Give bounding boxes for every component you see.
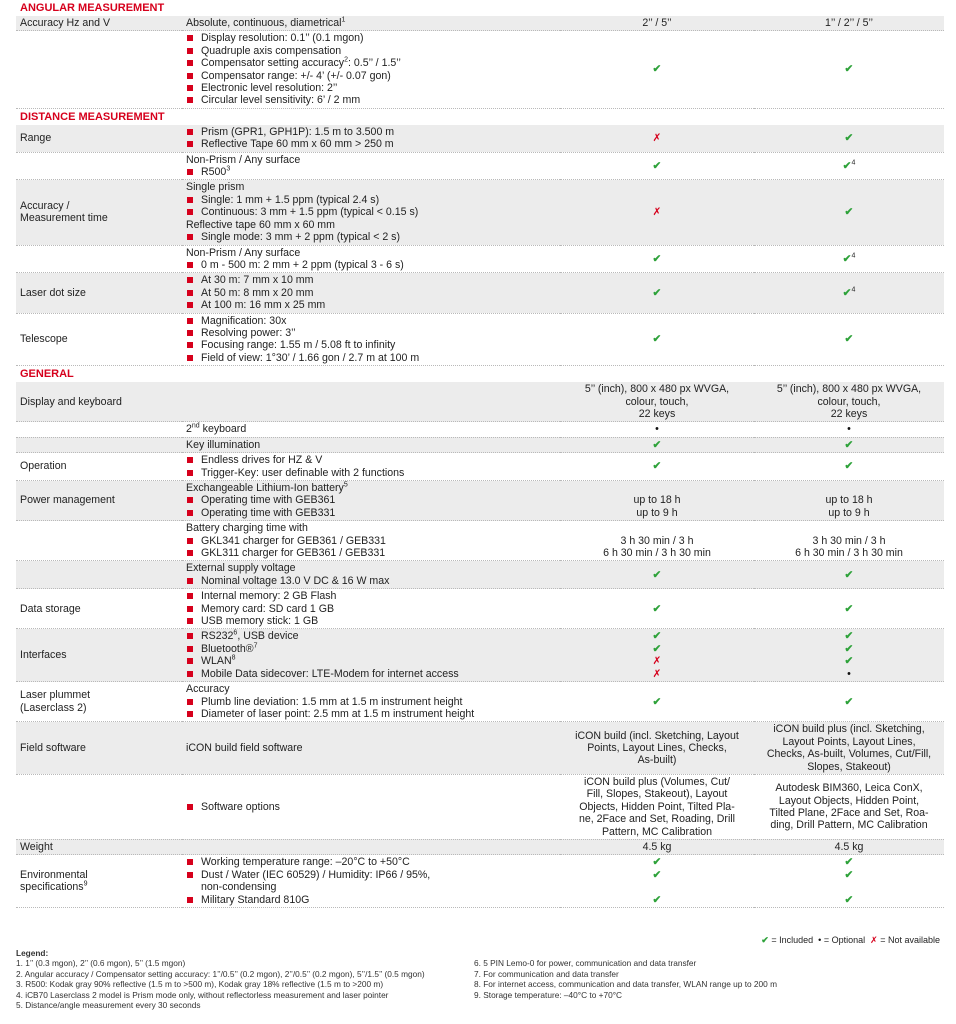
check-icon: ✔ [652,856,662,869]
check-icon: ✔ [652,63,662,76]
list-item: Operating time with GEB331 [186,507,556,519]
table-row: Environmental specifications$^9$ Working temperature range: –20°C to +50°C Dust / Water (IEC 60529) / Humidity: IP66 / 95%, non-condensing Military Standard 810G ✔ ✔ ✔ ✔ ✔ ✔ [16,855,944,908]
table-row: Laser plummet (Laserclass 2) Accuracy Plumb line deviation: 1.5 mm at 1.5 m instrument height Diameter of laser point: 2.5 mm at 1.5 m instrument height ✔ ✔ [16,682,944,722]
check-icon: ✔ [844,655,854,668]
group-heading: Battery charging time with [186,522,308,535]
check-icon: ✔ [652,630,662,643]
table-row: Key illumination ✔ ✔ [16,437,944,452]
footnote: 1. 1’’ (0.3 mgon), 2’’ (0.6 mgon), 5’’ (1.5 mgon) [16,958,186,968]
list-item: Display resolution: 0.1’’ (0.1 mgon) [186,32,556,44]
footnotes-right [474,958,934,1000]
list-item: Focusing range: 1.55 m / 5.08 ft to infinity [186,339,556,351]
row-label: Display and keyboard [16,382,182,422]
row-label: Accuracy Hz and V [16,16,182,31]
footnote: 8. For internet access, communication and data transfer, WLAN range up to 200 m [474,979,777,989]
list-item: Continuous: 3 mm + 1.5 ppm (typical < 0.15 s) [186,206,556,218]
list-item: Resolving power: 3’’ [186,327,556,339]
list-item: Plumb line deviation: 1.5 mm at 1.5 m instrument height [186,696,556,708]
table-row: Laser dot size At 30 m: 7 mm x 10 mm At 50 m: 8 mm x 20 mm At 100 m: 16 mm x 25 mm ✔ ✔$^4$ [16,273,944,313]
list-item: Internal memory: 2 GB Flash [186,590,556,602]
check-icon: ✔ [844,695,854,708]
table-row [16,125,944,152]
list-item: Dust / Water (IEC 60529) / Humidity: IP66 / 95%, [186,869,556,881]
check-icon: ✔ [844,868,854,881]
check-icon: ✔ [844,630,854,643]
row-label: Power management [16,481,182,521]
table-row: Accuracy Hz and V Absolute, continuous, diametrical$^1$ 2’’ / 5’’ 1’’ / 2’’ / 5’’ [16,16,944,31]
list-item: Magnification: 30x [186,315,556,327]
list-item: Memory card: SD card 1 GB [186,603,556,615]
distance-table [16,125,944,366]
table-row: 2nd keyboard • • [16,422,944,437]
check-icon: ✔ [652,893,662,906]
dot-icon: • [818,935,822,945]
cross-icon: ✗ [652,655,662,668]
list-item: Prism (GPR1, GPH1P): 1.5 m to 3.500 m [186,126,556,138]
list-item: Electronic level resolution: 2’’ [186,82,556,94]
row-label: Field software [16,722,182,775]
group-heading: Non-Prism / Any surface [186,153,301,166]
check-icon: ✔ [844,206,854,219]
check-icon: ✔ [652,642,662,655]
list-item: USB memory stick: 1 GB [186,615,556,627]
check-icon: ✔ [652,159,662,172]
check-icon: ✔ [842,286,852,299]
group-heading: Accuracy [186,683,230,696]
table-row [16,453,944,481]
list-item: Nominal voltage 13.0 V DC & 16 W max [186,575,556,587]
cross-icon: ✗ [652,132,662,145]
table-row: Non-Prism / Any surface 0 m - 500 m: 2 mm + 2 ppm (typical 3 - 6 s) ✔ ✔$^4$ [16,245,944,273]
table-row: Accuracy / Measurement time Single prism Single: 1 mm + 1.5 ppm (typical 2.4 s) Continuous: 3 mm + 1.5 ppm (typical < 0.15 s) Reflective tape 60 mm x 60 mm Single mode: 3 mm + 2 ppm (typical < 2 s) ✗ ✔ [16,180,944,245]
check-icon: ✔ [652,333,662,346]
table-row: Field software iCON build field software iCON build (incl. Sketching, Layout Points, Layout Lines, Checks, As-built) iCON build plus (incl. Sketching, Layout Points, Layout Lines, Checks, As-built, Volumes, Cut/Fill, Slopes, Stakeout) [16,722,944,775]
table-row [16,561,944,589]
row-label: Weight [16,839,182,854]
list-item: Trigger-Key: user definable with 2 functions [186,467,556,479]
row-label: Operation [16,453,182,481]
angular-table [16,16,944,109]
check-icon: ✔ [652,568,662,581]
section-title-distance: DISTANCE MEASUREMENT [20,110,165,123]
check-icon: ✔ [844,460,854,473]
check-icon: ✔ [844,438,854,451]
list-item: $R500^3$ [186,166,556,178]
check-icon: ✔ [844,568,854,581]
row-label: Laser plummet [20,689,91,702]
cross-icon: ✗ [652,667,662,680]
footnote: 9. Storage temperature: –40°C to +70°C [474,989,622,1000]
table-row: Software options iCON build plus (Volumes, Cut/ Fill, Slopes, Stakeout), Layout Objects, Hidden Point, Tilted Pla- ne, 2Face and Set, Roading, Drill Pattern, MC Calibration Autodesk BIM360, Leica ConX, Layout Objects, Hidden Point, Tilted Plane, 2Face and Set, Roa- ding, Drill Pattern, MC Calibration [16,774,944,839]
check-icon: ✔ [844,132,854,145]
list-item: At 30 m: 7 mm x 10 mm [186,274,556,286]
check-icon: ✔ [844,856,854,869]
check-icon: ✔ [652,868,662,881]
row-label: Interfaces [16,629,182,682]
list-item: Bluetooth®$^7$ [186,643,556,655]
row-label: Laser dot size [16,273,182,313]
check-icon: ✔ [844,602,854,615]
row-label: Accuracy / [20,200,70,213]
table-row [16,589,944,629]
row-label: Environmental [20,868,88,881]
list-item: Operating time with GEB361 [186,494,556,506]
list-item: Reflective Tape 60 mm x 60 mm > 250 m [186,138,556,150]
footnote: 3. R500: Kodak gray 90% reflective (1.5 m to >500 m), Kodak gray 18% reflective (1.5 m to >200 m) [16,979,384,989]
list-item: Circular level sensitivity: 6’ / 2 mm [186,94,556,106]
check-icon: ✔ [844,63,854,76]
check-icon: ✔ [652,438,662,451]
check-icon: ✔ [652,286,662,299]
cross-icon: ✗ [870,935,878,945]
list-item: Compensator setting accuracy$^2$: 0.5’’ / 1.5’’ [186,57,556,69]
list-item: Diameter of laser point: 2.5 mm at 1.5 m instrument height [186,708,556,720]
table-row: Power management Exchangeable Lithium-Ion battery$^5$ Operating time with GEB361 Operating time with GEB331 up to 18 h up to 9 h up to 18 h up to 9 h [16,481,944,521]
footnote: 6. 5 PIN Lemo-0 for power, communication and data transfer [474,958,697,968]
dot-icon: • [847,667,851,680]
list-item: Field of view: 1°30’ / 1.66 gon / 2.7 m at 100 m [186,352,556,364]
dot-icon: • [847,423,851,436]
list-item: Military Standard 810G [186,894,556,906]
list-item: At 100 m: 16 mm x 25 mm [186,299,556,311]
check-icon: ✔ [842,252,852,265]
section-title-angular: ANGULAR MEASUREMENT [20,2,165,14]
footnote: 2. Angular accuracy / Compensator setting accuracy: 1’’/0.5’’ (0.2 mgon), 2’’/0.5’’ (0.2 mgon), 5’’/1.5’’ (0.5 mgon) [16,968,425,979]
dot-icon: • [655,423,659,436]
check-icon: ✔ [761,935,769,945]
group-heading: Reflective tape 60 mm x 60 mm [186,218,335,231]
check-icon: ✔ [652,695,662,708]
check-icon: ✔ [844,642,854,655]
section-title-general: GENERAL [20,368,74,381]
value-col1: 2’’ / 5’’ [560,16,754,31]
row-label: Telescope [16,313,182,366]
legend-key: ✔ = Included • = Optional ✗ = Not available [761,935,940,945]
row-label: Data storage [16,589,182,629]
list-item: Working temperature range: –20°C to +50°C [186,856,556,868]
footnote: 4. iCB70 Laserclass 2 model is Prism mode only, without reflectorless measurement and laser pointer [16,989,389,1000]
cross-icon: ✗ [652,206,662,219]
list-item: $RS232^6$, USB device [186,630,556,642]
table-row: Display and keyboard 5’’ (inch), 800 x 480 px WVGA, colour, touch, 22 keys 5’’ (inch), 800 x 480 px WVGA, colour, touch, 22 keys [16,382,944,422]
general-table [16,382,944,908]
list-item: Endless drives for HZ & V [186,454,556,466]
table-row [16,31,944,108]
check-icon: ✔ [842,159,852,172]
group-heading: Exchangeable Lithium-Ion battery$^5$ [186,481,348,494]
check-icon: ✔ [844,333,854,346]
group-heading: Single prism [186,181,245,194]
list-item: WLAN$^8$ [186,655,556,667]
list-item: Single mode: 3 mm + 2 ppm (typical < 2 s) [186,231,556,243]
table-row: Non-Prism / Any surface $R500^3$ ✔ ✔$^4$ [16,152,944,180]
check-icon: ✔ [652,252,662,265]
table-row: Weight 4.5 kg 4.5 kg [16,839,944,854]
footnote: 7. For communication and data transfer [474,968,619,979]
list-item: At 50 m: 8 mm x 20 mm [186,287,556,299]
row-label: Range [16,125,182,152]
group-heading: External supply voltage [186,562,296,575]
list-item: Software options [186,801,556,813]
list-item: Compensator range: +/- 4’ (+/- 0.07 gon) [186,70,556,82]
list-item: Quadruple axis compensation [186,45,556,57]
footnotes-left [16,958,466,1011]
row-desc: Absolute, continuous, diametrical [186,17,342,29]
list-item: 0 m - 500 m: 2 mm + 2 ppm (typical 3 - 6 s) [186,259,556,271]
value-col2: 1’’ / 2’’ / 5’’ [754,16,944,31]
table-row [16,629,944,682]
check-icon: ✔ [652,602,662,615]
list-item: Single: 1 mm + 1.5 ppm (typical 2.4 s) [186,194,556,206]
list-item: Mobile Data sidecover: LTE-Modem for internet access [186,668,556,680]
check-icon: ✔ [844,893,854,906]
group-heading: Non-Prism / Any surface [186,246,301,259]
list-item: GKL341 charger for GEB361 / GEB331 [186,535,556,547]
check-icon: ✔ [652,460,662,473]
table-row [16,313,944,366]
table-row: Battery charging time with GKL341 charger for GEB361 / GEB331 GKL311 charger for GEB361 / GEB331 3 h 30 min / 3 h 6 h 30 min / 3 h 30 min 3 h 30 min / 3 h 6 h 30 min / 3 h 30 min [16,521,944,561]
spec-sheet [16,0,956,908]
footnote: 5. Distance/angle measurement every 30 seconds [16,1000,201,1010]
legend-title: Legend: [16,948,49,958]
footnotes [16,948,946,1010]
list-item: GKL311 charger for GEB361 / GEB331 [186,547,556,559]
